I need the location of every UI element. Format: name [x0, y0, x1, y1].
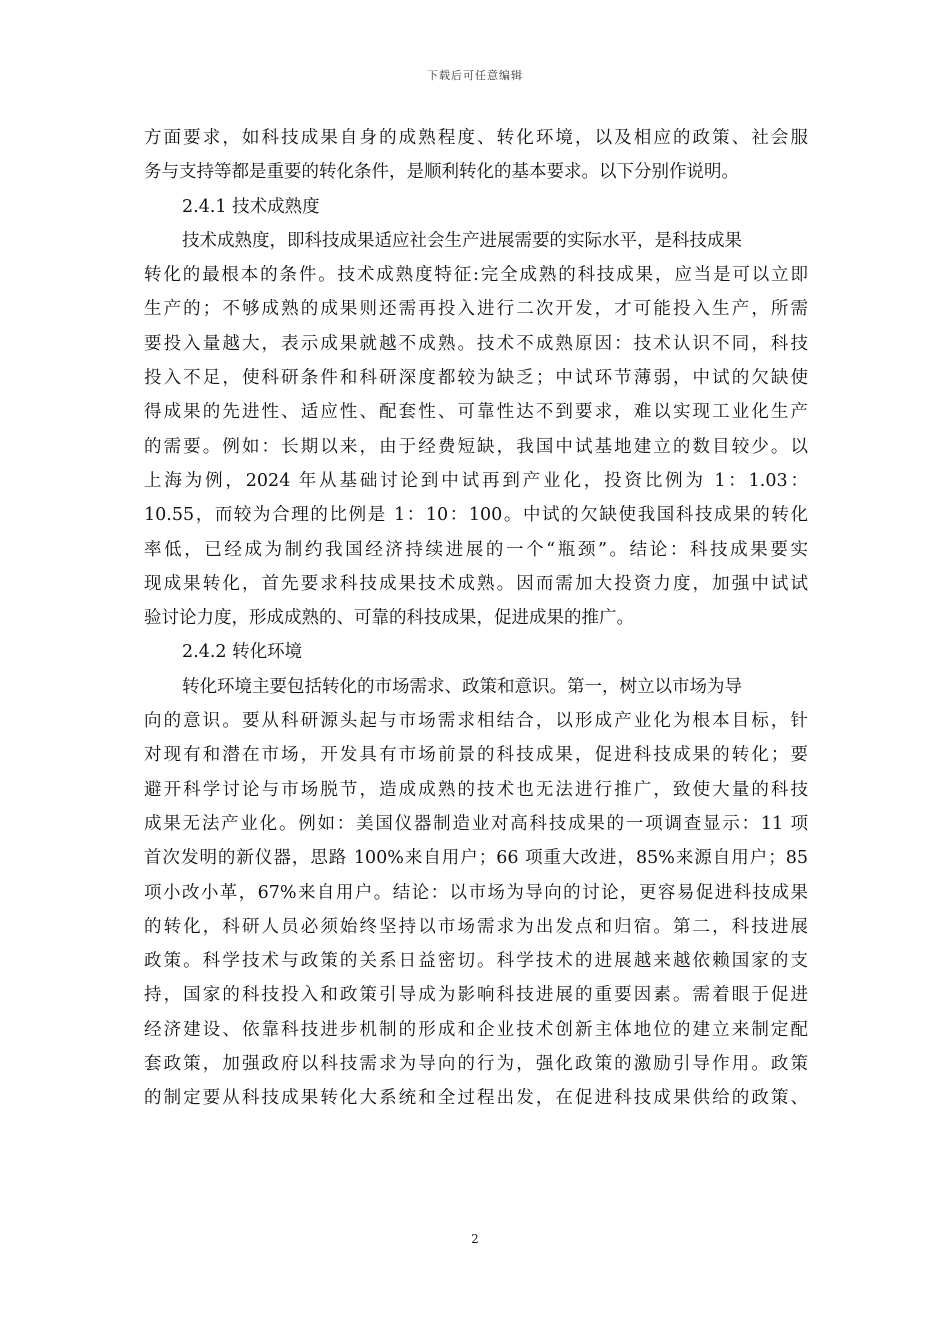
paragraph-line: 的制定要从科技成果转化大系统和全过程出发，在促进科技成果供给的政策、: [144, 1088, 808, 1109]
paragraph-line: 向的意识。要从科研源头起与市场需求相结合，以形成产业化为根本目标，针: [144, 711, 808, 732]
paragraph-line: 套政策，加强政府以科技需求为导向的行为，强化政策的激励引导作用。政策: [144, 1054, 808, 1075]
paragraph-line: 对现有和潜在市场，开发具有市场前景的科技成果，促进科技成果的转化；要: [144, 745, 808, 766]
paragraph-line: 技术成熟度，即科技成果适应社会生产进展需要的实际水平，是科技成果: [182, 230, 742, 251]
paragraph-line: 首次发明的新仪器，思路 100%来自用户；66 项重大改进，85%来源自用户；85: [144, 848, 808, 869]
paragraph-line: 转化的最根本的条件。技术成熟度特征:完全成熟的科技成果，应当是可以立即: [144, 265, 808, 286]
paragraph-line: 项小改小革，67%来自用户。结论：以市场为导向的讨论，更容易促进科技成果: [144, 882, 808, 903]
paragraph-line: 验讨论力度，形成成熟的、可靠的科技成果，促进成果的推广。: [144, 608, 634, 629]
paragraph-line: 成果无法产业化。例如：美国仪器制造业对高科技成果的一项调查显示：11 项: [144, 813, 808, 834]
paragraph-line: 转化环境主要包括转化的市场需求、政策和意识。第一，树立以市场为导: [182, 676, 742, 697]
page-number: 2: [471, 1232, 479, 1246]
paragraph-line: 要投入量越大，表示成果就越不成熟。技术不成熟原因：技术认识不同，科技: [144, 333, 808, 354]
paragraph-line: 上海为例，2024 年从基础讨论到中试再到产业化，投资比例为 1：1.03：: [144, 470, 808, 491]
page-header: 下载后可任意编辑: [427, 69, 523, 82]
paragraph-line: 政策。科学技术与政策的关系日益密切。科学技术的进展越来越依赖国家的支: [144, 951, 808, 972]
document-body: [144, 121, 808, 1116]
paragraph-line: 持，国家的科技投入和政策引导成为影响科技进展的重要因素。需着眼于促进: [144, 985, 808, 1006]
paragraph-line: 率低，已经成为制约我国经济持续进展的一个“瓶颈”。结论：科技成果要实: [144, 539, 808, 560]
paragraph-line: 避开科学讨论与市场脱节，造成成熟的技术也无法进行推广，致使大量的科技: [144, 779, 808, 800]
paragraph-line: 10.55，而较为合理的比例是 1：10：100。中试的欠缺使我国科技成果的转化: [144, 505, 808, 526]
paragraph-line: 经济建设、依靠科技进步机制的形成和企业技术创新主体地位的建立来制定配: [144, 1019, 808, 1040]
paragraph-line: 得成果的先进性、适应性、配套性、可靠性达不到要求，难以实现工业化生产: [144, 402, 808, 423]
paragraph-line: 现成果转化，首先要求科技成果技术成熟。因而需加大投资力度，加强中试试: [144, 573, 808, 594]
paragraph-line: 务与支持等都是重要的转化条件，是顺利转化的基本要求。以下分别作说明。: [144, 162, 739, 183]
paragraph-line: 的转化，科研人员必须始终坚持以市场需求为出发点和归宿。第二，科技进展: [144, 916, 808, 937]
paragraph-line: 的需要。例如：长期以来，由于经费短缺，我国中试基地建立的数目较少。以: [144, 436, 808, 457]
paragraph-line: 生产的；不够成熟的成果则还需再投入进行二次开发，才可能投入生产，所需: [144, 299, 808, 320]
section-heading-2-4-1: 2.4.1 技术成熟度: [182, 196, 320, 217]
paragraph-line: 方面要求，如科技成果自身的成熟程度、转化环境，以及相应的政策、社会服: [144, 128, 808, 148]
section-heading-2-4-2: 2.4.2 转化环境: [182, 642, 303, 663]
paragraph-line: 投入不足，使科研条件和科研深度都较为缺乏；中试环节薄弱，中试的欠缺使: [144, 368, 808, 389]
